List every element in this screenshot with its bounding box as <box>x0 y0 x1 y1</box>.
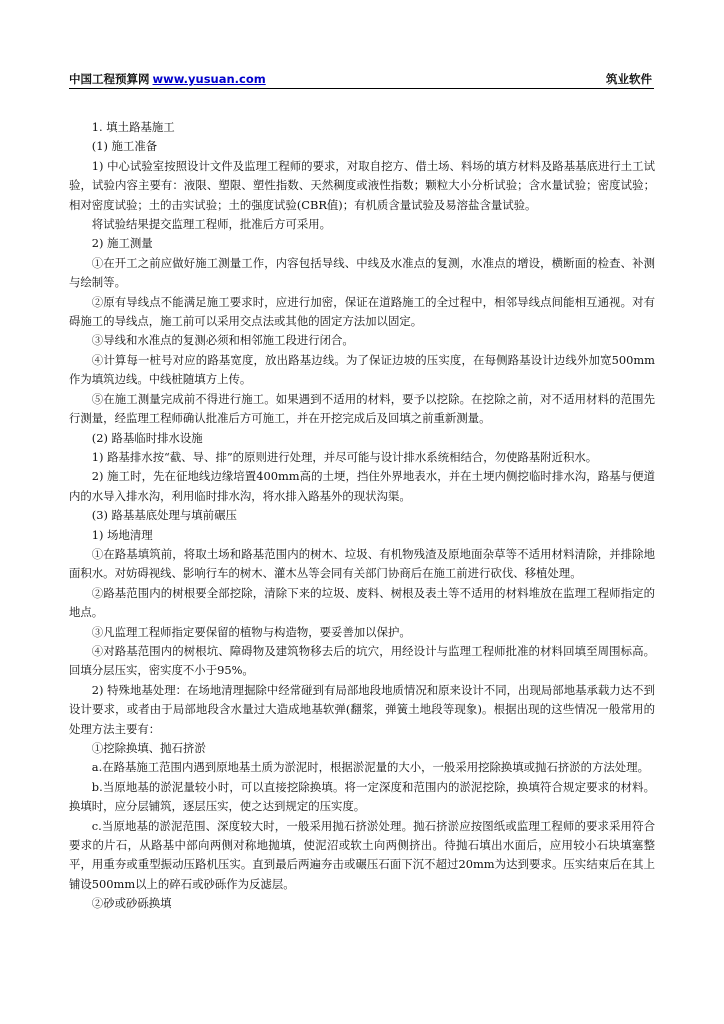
subsection-heading: (2) 路基临时排水设施 <box>91 430 203 445</box>
paragraph: 2) 特殊地基处理：在场地清理掘除中经常碰到有局部地段地质情况和原来设计不同，出现局部地基承载力达不到设计要求，或者由于局部地段含水量过大造成地基软弹(翻浆，弹簧土地段等现象)。根据出现的这些情况一般常用的处理方法主要有： <box>69 682 655 736</box>
paragraph: ③导线和水准点的复测必须和相邻施工段进行闭合。 <box>91 333 354 348</box>
paragraph: b.当原地基的淤泥量较小时，可以直接挖除换填。将一定深度和范围内的淤泥挖除，换填符合规定要求的材料。换填时，应分层铺筑，逐层压实，使之达到规定的压实度。 <box>69 779 655 814</box>
page-header <box>69 72 654 89</box>
site-url-link[interactable]: www.yusuan.com <box>152 72 266 86</box>
subsection-heading: ②砂或砂砾换填 <box>91 896 172 911</box>
subsection-heading: 1) 场地清理 <box>91 527 153 542</box>
paragraph: a.在路基施工范围内遇到原地基土质为淤泥时，根据淤泥量的大小，一般采用挖除换填或抛石挤淤的方法处理。 <box>91 760 649 775</box>
header-site <box>69 71 266 87</box>
subsection-heading: (1) 施工准备 <box>91 139 158 154</box>
paragraph: ④对路基范围内的树根坑、障碍物及建筑物移去后的坑穴，用经设计与监理工程师批准的材料回填至周围标高。回填分层压实，密实度不小于95%。 <box>69 643 655 678</box>
paragraph: ②路基范围内的树根要全部挖除，清除下来的垃圾、废料、树根及表土等不适用的材料堆放在监理工程师指定的地点。 <box>69 585 655 620</box>
paragraph: 将试验结果提交监理工程师，批准后方可采用。 <box>91 217 332 232</box>
paragraph: ①在路基填筑前，将取土场和路基范围内的树木、垃圾、有机物残渣及原地面杂草等不适用材料清除，并排除地面积水。对妨碍视线、影响行车的树木、灌木丛等会同有关部门协商后在施工前进行砍伐、移植处理。 <box>69 546 655 581</box>
document-body <box>69 118 655 914</box>
subsection-heading: 2) 施工测量 <box>91 236 153 251</box>
header-brand: 筑业软件 <box>606 72 652 86</box>
paragraph: 1) 路基排水按“截、导、排”的原则进行处理，并尽可能与设计排水系统相结合，勿使路基附近积水。 <box>91 449 598 464</box>
paragraph: 2) 施工时，先在征地线边缘培置400mm高的土埂，挡住外界地表水，并在土埂内侧挖临时排水沟，路基与便道内的水导入排水沟，利用临时排水沟，将水排入路基外的现状沟渠。 <box>69 469 655 503</box>
paragraph: c.当原地基的淤泥范围、深度较大时，一般采用抛石挤淤处理。抛石挤淤应按图纸或监理工程师的要求采用符合要求的片石，从路基中部向两侧对称地抛填，使泥沼或软土向两侧挤出。待抛石填出水面后，应用较小石块填塞整平，用重夯或重型振动压路机压实。直到最后两遍夯击或碾压石面下沉不超过20mm为达到要求。压实结束后在其上铺设500mm以上的碎石或砂砾作为反滤层。 <box>69 818 655 891</box>
paragraph: ②原有导线点不能满足施工要求时，应进行加密，保证在道路施工的全过程中，相邻导线点间能相互通视。对有碍施工的导线点，施工前可以采用交点法或其他的固定方法加以固定。 <box>69 294 655 329</box>
subsection-heading: ①挖除换填、抛石挤淤 <box>91 741 206 755</box>
paragraph: ①在开工之前应做好施工测量工作，内容包括导线、中线及水准点的复测，水准点的增设，横断面的检查、补测与绘制等。 <box>69 255 655 290</box>
paragraph: 1) 中心试验室按照设计文件及监理工程师的要求，对取自挖方、借土场、料场的填方材料及路基基底进行土工试验，试验内容主要有：液限、塑限、塑性指数、天然稠度或液性指数；颗粒大小分析试验；含水量试验；密度试验；相对密度试验；土的击实试验；土的强度试验(CBR值)；有机质含量试验及易溶盐含量试验。 <box>69 158 655 212</box>
section-heading: 1. 填土路基施工 <box>91 120 175 134</box>
paragraph: ⑤在施工测量完成前不得进行施工。如果遇到不适用的材料，要予以挖除。在挖除之前，对不适用材料的范围先行测量，经监理工程师确认批准后方可施工，并在开挖完成后及回填之前重新测量。 <box>69 391 655 426</box>
paragraph: ③凡监理工程师指定要保留的植物与构造物，要妥善加以保护。 <box>91 624 411 639</box>
paragraph: ④计算每一桩号对应的路基宽度，放出路基边线。为了保证边坡的压实度，在每侧路基设计边线外加宽500mm作为填筑边线。中线桩随填方上传。 <box>69 352 655 387</box>
subsection-heading: (3) 路基基底处理与填前碾压 <box>91 508 237 523</box>
site-name: 中国工程预算网 <box>69 72 150 86</box>
